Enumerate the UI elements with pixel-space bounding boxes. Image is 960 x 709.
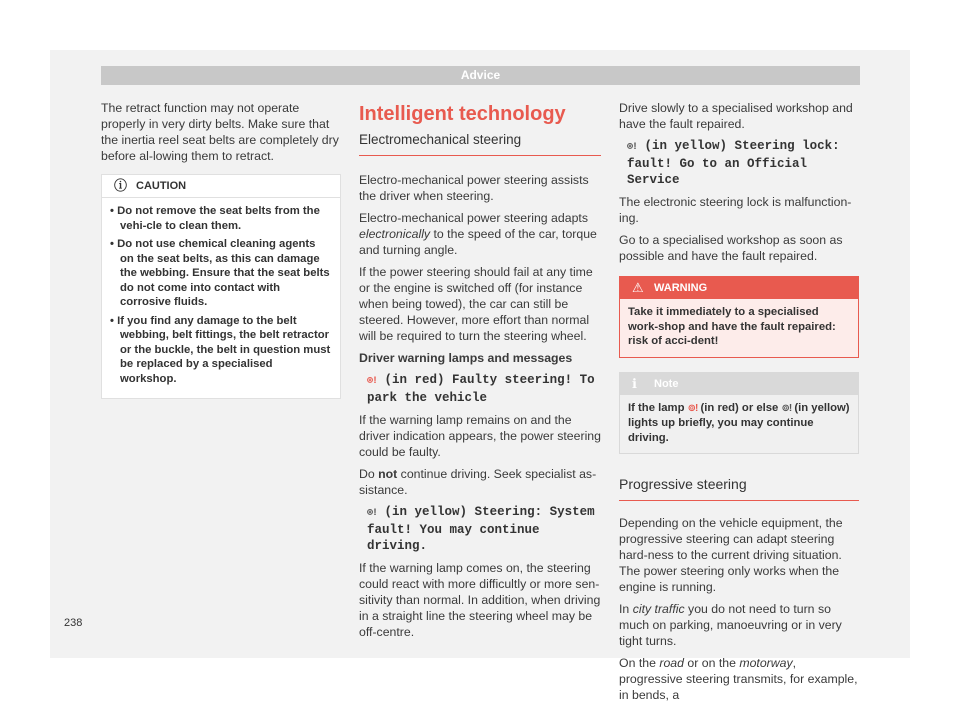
paragraph: If the warning lamp remains on and the driver indication appears, the power steering could be faulty.	[359, 413, 601, 459]
column-right	[619, 100, 859, 709]
section-title-progressive-steering: Progressive steering	[619, 476, 859, 501]
steering-lamp-red-icon: ⊚!	[687, 402, 698, 414]
lamps-heading: Driver warning lamps and messages	[359, 351, 573, 365]
steering-lamp-yellow-icon: ⊚!	[367, 508, 378, 519]
caution-item: • Do not remove the seat belts from the vehi-cle to clean them.	[110, 205, 320, 232]
caution-item: • Do not use chemical cleaning agents on the seat belts, as this can damage the webbing. Ensure that the seat belts do not come into contact with corrosive fluids.	[110, 238, 330, 308]
column-middle	[359, 102, 601, 646]
intro-paragraph: The retract function may not operate properly in very dirty belts. Make sure that the inertia reel seat belts are completely dry before al-lowing them to retract.	[101, 101, 339, 163]
caution-list	[110, 204, 332, 386]
warning-label: WARNING	[654, 282, 708, 294]
page-title: Intelligent technology	[359, 103, 566, 125]
section-header-title: Advice	[460, 68, 501, 82]
message-red-steering: ⊚! (in red) Faulty steering! To park the vehicle	[367, 373, 595, 405]
note-label: Note	[654, 377, 679, 390]
info-icon: ℹ	[632, 375, 637, 391]
steering-lock-lamp-icon: ⊚!	[627, 142, 638, 153]
warning-box	[619, 276, 859, 358]
warning-icon: ⚠	[632, 280, 644, 295]
warning-header	[620, 277, 858, 299]
paragraph: Go to a specialised workshop as soon as possible and have the fault repaired.	[619, 233, 843, 263]
paragraph: On the road or on the motorway, progressive steering transmits, for example, in bends, a	[619, 656, 858, 702]
paragraph: The electronic steering lock is malfunction-ing.	[619, 195, 852, 225]
message-steering-lock: ⊚! (in yellow) Steering lock: fault! Go to an Official Service	[627, 139, 840, 187]
paragraph: In city traffic you do not need to turn so much on parking, manoeuvring or in very tight turns.	[619, 602, 842, 648]
paragraph: If the power steering should fail at any time or the engine is switched off (for instance when being towed), the car can still be steered. However, more effort than normal will be required to turn the steering wheel.	[359, 265, 593, 343]
note-text: If the lamp ⊚! (in red) or else ⊚! (in yellow) lights up briefly, you may continue driving.	[620, 395, 858, 454]
warning-text: Take it immediately to a specialised work-shop and have the fault repaired: risk of acci-dent!	[620, 299, 858, 357]
caution-header	[102, 175, 340, 198]
paragraph: Drive slowly to a specialised workshop and have the fault repaired.	[619, 101, 853, 131]
paragraph: Electro-mechanical power steering adapts electronically to the speed of the car, torque and turning angle.	[359, 211, 597, 257]
steering-lamp-red-icon: ⊚!	[367, 376, 378, 387]
section-subtitle: Electromechanical steering	[359, 132, 601, 156]
caution-label: CAUTION	[136, 180, 187, 192]
paragraph: Electro-mechanical power steering assists the driver when steering.	[359, 173, 589, 203]
column-left	[101, 100, 341, 409]
page-number: 238	[64, 617, 83, 629]
note-header	[620, 373, 858, 395]
note-box	[619, 372, 859, 455]
message-yellow-steering: ⊚! (in yellow) Steering: System fault! You may continue driving.	[367, 505, 595, 553]
caution-box	[101, 174, 341, 399]
paragraph: Depending on the vehicle equipment, the progressive steering can adapt steering hard-ness to the current driving situation. The power steering only works when the engine is running.	[619, 516, 843, 594]
paragraph: If the warning lamp comes on, the steering could react with more difficultly or more sen-sitivity than normal. In addition, when driving in a straight line the steering wheel may be off-centre.	[359, 561, 601, 639]
caution-item: • If you find any damage to the belt webbing, belt fittings, the belt retractor or the buckle, the belt in question must be replaced by a specialised workshop.	[110, 314, 331, 385]
paragraph: Do not continue driving. Seek specialist as-sistance.	[359, 467, 597, 497]
caution-icon: ⓘ	[114, 178, 128, 193]
section-header-bar	[101, 66, 860, 85]
steering-lamp-yellow-icon: ⊚!	[781, 402, 792, 414]
caution-body	[102, 198, 340, 398]
